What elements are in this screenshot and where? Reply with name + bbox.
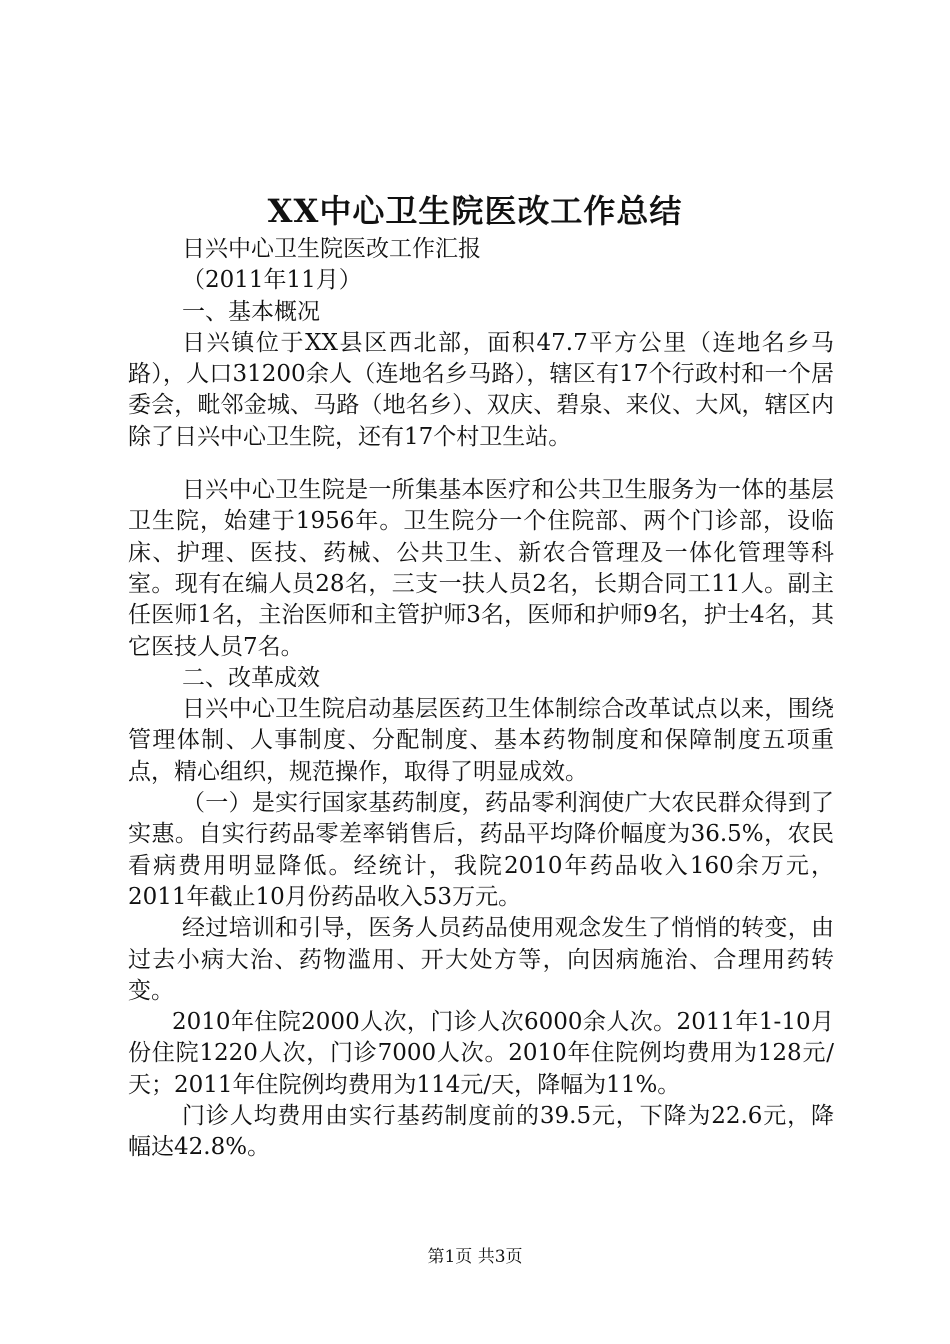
section-heading-overview: 一、基本概况 [182,298,320,325]
report-subtitle: 日兴中心卫生院医改工作汇报 [182,236,481,262]
paragraph-training: 经过培训和引导，医务人员药品使用观念发生了悄悄的转变，由过去小病大治、药物滥用、开大处方等，向因病施治、合理用药转变。 [128,915,834,1004]
page-indicator: 第1页 共3页 [427,1247,523,1267]
paragraph-town-overview: 日兴镇位于XX县区西北部，面积47.7平方公里（连地名乡马路），人口31200余人（连地名乡马路），辖区有17个行政村和一个居委会，毗邻金城、马路（地名乡）、双庆、碧泉、来仪、大风，辖区内除了日兴中心卫生院，还有17个村卫生站。 [128,329,834,450]
document-body [128,234,834,1164]
report-date: （2011年11月） [182,267,362,294]
paragraph-drug-policy: （一）是实行国家基药制度，药品零利润使广大农民群众得到了实惠。自实行药品零差率销售后，药品平均降价幅度为36.5%，农民看病费用明显降低。经统计，我院2010年药品收入160余万元，2011年截止10月份药品收入53万元。 [128,790,834,910]
paragraph-reform-summary: 日兴中心卫生院启动基层医药卫生体制综合改革试点以来，围绕管理体制、人事制度、分配制度、基本药物制度和保障制度五项重点，精心组织，规范操作，取得了明显成效。 [128,696,834,785]
section-heading-results: 二、改革成效 [182,664,320,691]
paragraph-outpatient-cost: 门诊人均费用由实行基药制度前的39.5元，下降为22.6元，降幅达42.8%。 [128,1103,834,1161]
paragraph-inpatient-stats: 2010年住院2000人次，门诊人次6000余人次。2011年1-10月份住院1220人次，门诊7000人次。2010年住院例均费用为128元/天；2011年住院例均费用为114元/天，降幅为11%。 [128,1009,834,1098]
paragraph-hospital-overview: 日兴中心卫生院是一所集基本医疗和公共卫生服务为一体的基层卫生院，始建于1956年。卫生院分一个住院部、两个门诊部，设临床、护理、医技、药械、公共卫生、新农合管理及一体化管理等科室。现有在编人员28名，三支一扶人员2名，长期合同工11人。副主任医师1名，主治医师和主管护师3名，医师和护师9名，护士4名，其它医技人员7名。 [128,477,834,660]
document-title: XX中心卫生院医改工作总结 [267,192,683,230]
